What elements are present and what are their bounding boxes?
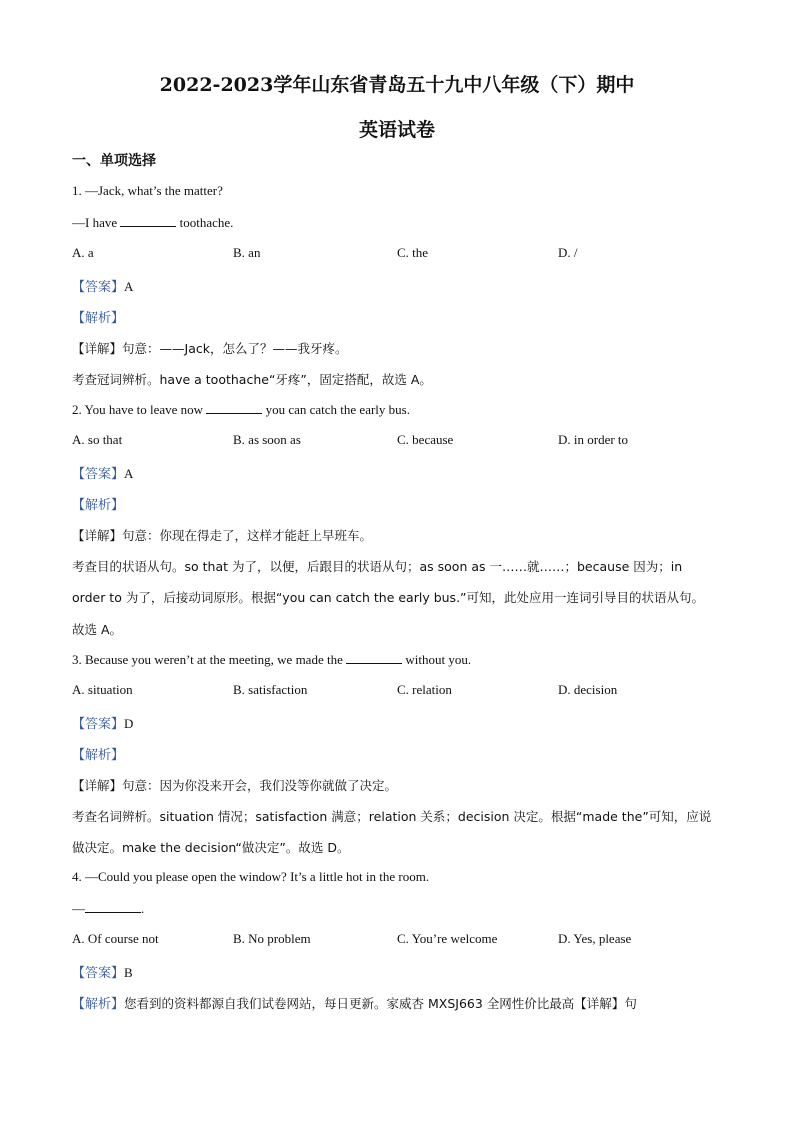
q2-explain-line1: 考查目的状语从句。so that 为了，以便，后跟目的状语从句；as soon as 一……就……；because 因为；in — [72, 559, 683, 574]
analysis-tag: 【解析】 — [72, 997, 125, 1012]
q1-explain: 考查冠词辨析。have a toothache“牙疼”，固定搭配，故选 A。 — [72, 372, 432, 387]
q2-detail-text: 句意：你现在得走了，这样才能赶上早班车。 — [122, 528, 373, 543]
q3-answer-value: D — [124, 716, 134, 731]
q1-reply — [72, 214, 233, 231]
q4-option-c: C. You’re welcome — [397, 931, 498, 946]
q4-stem: 4. —Could you please open the window? It’s a little hot in the room. — [72, 869, 430, 884]
q2-stem-suffix: you can catch the early bus. — [265, 402, 410, 417]
q3-option-d: D. decision — [558, 682, 618, 697]
q1-blank — [120, 214, 176, 227]
q1-option-a: A. a — [72, 245, 94, 260]
q3-explain-line1: 考查名词辨析。situation 情况；satisfaction 满意；relation 关系；decision 决定。根据“made the”可知，应说 — [72, 809, 712, 824]
q1-answer-value: A — [124, 279, 134, 294]
detail-tag: 【详解】 — [574, 996, 625, 1011]
analysis-tag: 【解析】 — [72, 748, 125, 763]
q1-reply-suffix: toothache. — [179, 215, 234, 230]
q3-explain-line2: 做决定。make the decision“做决定”。故选 D。 — [72, 840, 350, 855]
section-heading: 一、单项选择 — [72, 153, 156, 169]
q1-option-d: D. / — [558, 245, 578, 260]
q1-stem: 1. —Jack, what’s the matter? — [72, 183, 223, 198]
answer-tag: 【答案】 — [72, 717, 125, 732]
q3-stem-prefix: 3. Because you weren’t at the meeting, we made the — [72, 652, 343, 667]
footer-tail: 句 — [624, 996, 637, 1011]
analysis-tag: 【解析】 — [72, 311, 125, 326]
q2-detail — [72, 526, 372, 544]
q3-option-c: C. relation — [397, 682, 452, 697]
detail-tag: 【详解】 — [72, 341, 123, 356]
detail-tag: 【详解】 — [72, 778, 123, 793]
q4-reply-suffix: . — [141, 901, 145, 916]
q3-analysis — [72, 744, 124, 763]
q1-analysis — [72, 307, 124, 326]
q3-stem — [72, 651, 471, 668]
q4-option-d: D. Yes, please — [558, 931, 632, 946]
footer-note: 您看到的资料都源自我们试卷网站，每日更新。家威杏 MXSJ663 全网性价比最高 — [124, 996, 575, 1011]
q4-answer — [72, 962, 133, 981]
q1-option-b: B. an — [233, 245, 261, 260]
q3-detail — [72, 776, 397, 794]
q3-detail-text: 句意：因为你没来开会，我们没等你就做了决定。 — [122, 778, 398, 793]
q2-blank — [206, 401, 262, 414]
q2-answer — [72, 463, 133, 482]
q3-stem-suffix: without you. — [405, 652, 472, 667]
q2-answer-value: A — [124, 466, 134, 481]
q4-reply — [72, 900, 144, 917]
q2-stem-prefix: 2. You have to leave now — [72, 402, 204, 417]
q4-answer-value: B — [124, 965, 133, 980]
q1-reply-prefix: —I have — [72, 215, 118, 230]
q2-option-c: C. because — [397, 432, 454, 447]
q4-option-a: A. Of course not — [72, 931, 159, 946]
q2-explain-line3: 故选 A。 — [72, 622, 123, 637]
q4-reply-prefix: — — [72, 901, 85, 916]
q3-option-b: B. satisfaction — [233, 682, 308, 697]
q2-option-d: D. in order to — [558, 432, 629, 447]
q1-detail — [72, 339, 347, 357]
q1-answer — [72, 276, 133, 295]
q2-option-a: A. so that — [72, 432, 123, 447]
detail-tag: 【详解】 — [72, 528, 123, 543]
page-title: 2022-2023学年山东省青岛五十九中八年级（下）期中 — [159, 74, 635, 96]
q2-analysis — [72, 494, 124, 513]
page-subtitle: 英语试卷 — [358, 119, 435, 141]
answer-tag: 【答案】 — [72, 280, 125, 295]
analysis-tag: 【解析】 — [72, 498, 125, 513]
q1-detail-text: 句意：——Jack，怎么了？——我牙疼。 — [122, 341, 348, 356]
q2-explain-line2: order to 为了，后接动词原形。根据“you can catch the early bus.”可知，此处应用一连词引导目的状语从句。 — [72, 590, 705, 605]
answer-tag: 【答案】 — [72, 467, 125, 482]
q3-option-a: A. situation — [72, 682, 133, 697]
q1-option-c: C. the — [397, 245, 429, 260]
q2-stem — [72, 401, 410, 418]
q2-option-b: B. as soon as — [233, 432, 301, 447]
q4-option-b: B. No problem — [233, 931, 311, 946]
q4-analysis — [72, 993, 637, 1012]
q4-blank — [85, 900, 141, 913]
q3-blank — [346, 651, 402, 664]
answer-tag: 【答案】 — [72, 966, 125, 981]
q3-answer — [72, 713, 133, 732]
